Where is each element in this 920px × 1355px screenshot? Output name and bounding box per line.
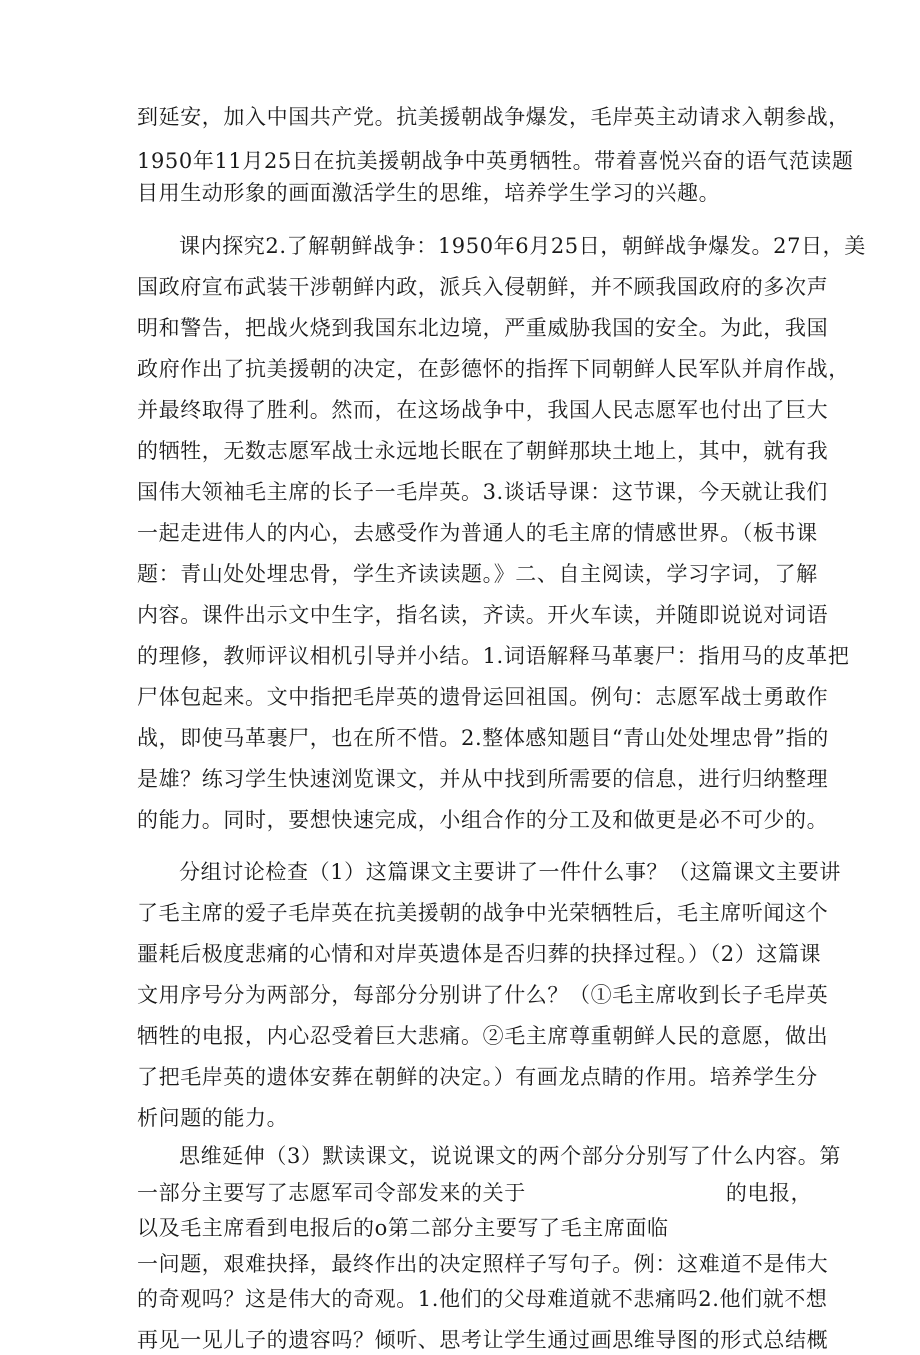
text-line: 一问题，艰难抉择，最终作出的决定照样子写句子。例：这难道不是伟大 <box>137 1252 829 1276</box>
text-line: 明和警告，把战火烧到我国东北边境，严重威胁我国的安全。为此，我国 <box>137 316 829 340</box>
fill-in-prefix: 一部分主要写了志愿军司令部发来的关于 <box>137 1181 526 1205</box>
text-line: 的理修，教师评议相机引导并小结。1.词语解释马革裹尸：指用马的皮革把 <box>137 644 850 668</box>
fill-in-line <box>137 1178 813 1208</box>
text-line: 1950年11月25日在抗美援朝战争中英勇牺牲。带着喜悦兴奋的语气范读题 <box>137 149 854 173</box>
text-line: 是雄？练习学生快速浏览课文，并从中找到所需要的信息，进行归纳整理 <box>137 767 829 791</box>
text-line: 一起走进伟人的内心，去感受作为普通人的毛主席的情感世界。（板书课 <box>137 521 818 545</box>
text-line: 文用序号分为两部分，每部分分别讲了什么？（①毛主席收到长子毛岸英 <box>137 983 829 1007</box>
text-line: 的奇观吗？这是伟大的奇观。1.他们的父母难道就不悲痛吗2.他们就不想 <box>137 1287 828 1311</box>
paragraph-start-line: 课内探究2.了解朝鲜战争：1950年6月25日，朝鲜战争爆发。27日，美 <box>179 234 866 258</box>
paragraph-start-line: 思维延伸（3）默读课文，说说课文的两个部分分别写了什么内容。第 <box>179 1144 841 1168</box>
fill-in-suffix: 的电报， <box>725 1181 813 1205</box>
text-line: 题：青山处处埋忠骨，学生齐读读题。》二、自主阅读，学习字词，了解 <box>137 562 818 586</box>
text-line: 的牺牲，无数志愿军战士永远地长眠在了朝鲜那块土地上，其中，就有我 <box>137 439 829 463</box>
text-line: 析问题的能力。 <box>137 1106 289 1130</box>
text-line: 国伟大领袖毛主席的长子一毛岸英。3.谈话导课：这节课，今天就让我们 <box>137 480 828 504</box>
paragraph-start-line: 分组讨论检查（1）这篇课文主要讲了一件什么事？（这篇课文主要讲 <box>179 860 841 884</box>
text-line: 了毛主席的爱子毛岸英在抗美援朝的战争中光荣牺牲后，毛主席听闻这个 <box>137 901 829 925</box>
text-line: 尸体包起来。文中指把毛岸英的遗骨运回祖国。例句：志愿军战士勇敢作 <box>137 685 829 709</box>
text-line: 并最终取得了胜利。然而，在这场战争中，我国人民志愿军也付出了巨大 <box>137 398 829 422</box>
text-line: 政府作出了抗美援朝的决定，在彭德怀的指挥下同朝鲜人民军队并肩作战， <box>137 357 850 381</box>
text-line: 了把毛岸英的遗体安葬在朝鲜的决定。）有画龙点睛的作用。培养学生分 <box>137 1065 818 1089</box>
text-line: 到延安，加入中国共产党。抗美援朝战争爆发，毛岸英主动请求入朝参战， <box>137 105 850 129</box>
text-line: 牺牲的电报，内心忍受着巨大悲痛。②毛主席尊重朝鲜人民的意愿，做出 <box>137 1024 829 1048</box>
text-line: 战，即使马革裹尸，也在所不惜。2.整体感知题目“青山处处埋忠骨”指的 <box>137 726 829 750</box>
text-line: 再见一见儿子的遗容吗？倾听、思考让学生通过画思维导图的形式总结概 <box>137 1328 829 1352</box>
text-line: 的能力。同时，要想快速完成，小组合作的分工及和做更是必不可少的。 <box>137 808 829 832</box>
text-line: 目用生动形象的画面激活学生的思维，培养学生学习的兴趣。 <box>137 181 721 205</box>
text-line: 内容。课件出示文中生字，指名读，齐读。开火车读，并随即说说对词语 <box>137 603 829 627</box>
fill-in-line: 以及毛主席看到电报后的o第二部分主要写了毛主席面临 <box>137 1216 669 1240</box>
text-line: 噩耗后极度悲痛的心情和对岸英遗体是否归葬的抉择过程。）（2）这篇课 <box>137 942 822 966</box>
text-line: 国政府宣布武装干涉朝鲜内政，派兵入侵朝鲜，并不顾我国政府的多次声 <box>137 275 829 299</box>
